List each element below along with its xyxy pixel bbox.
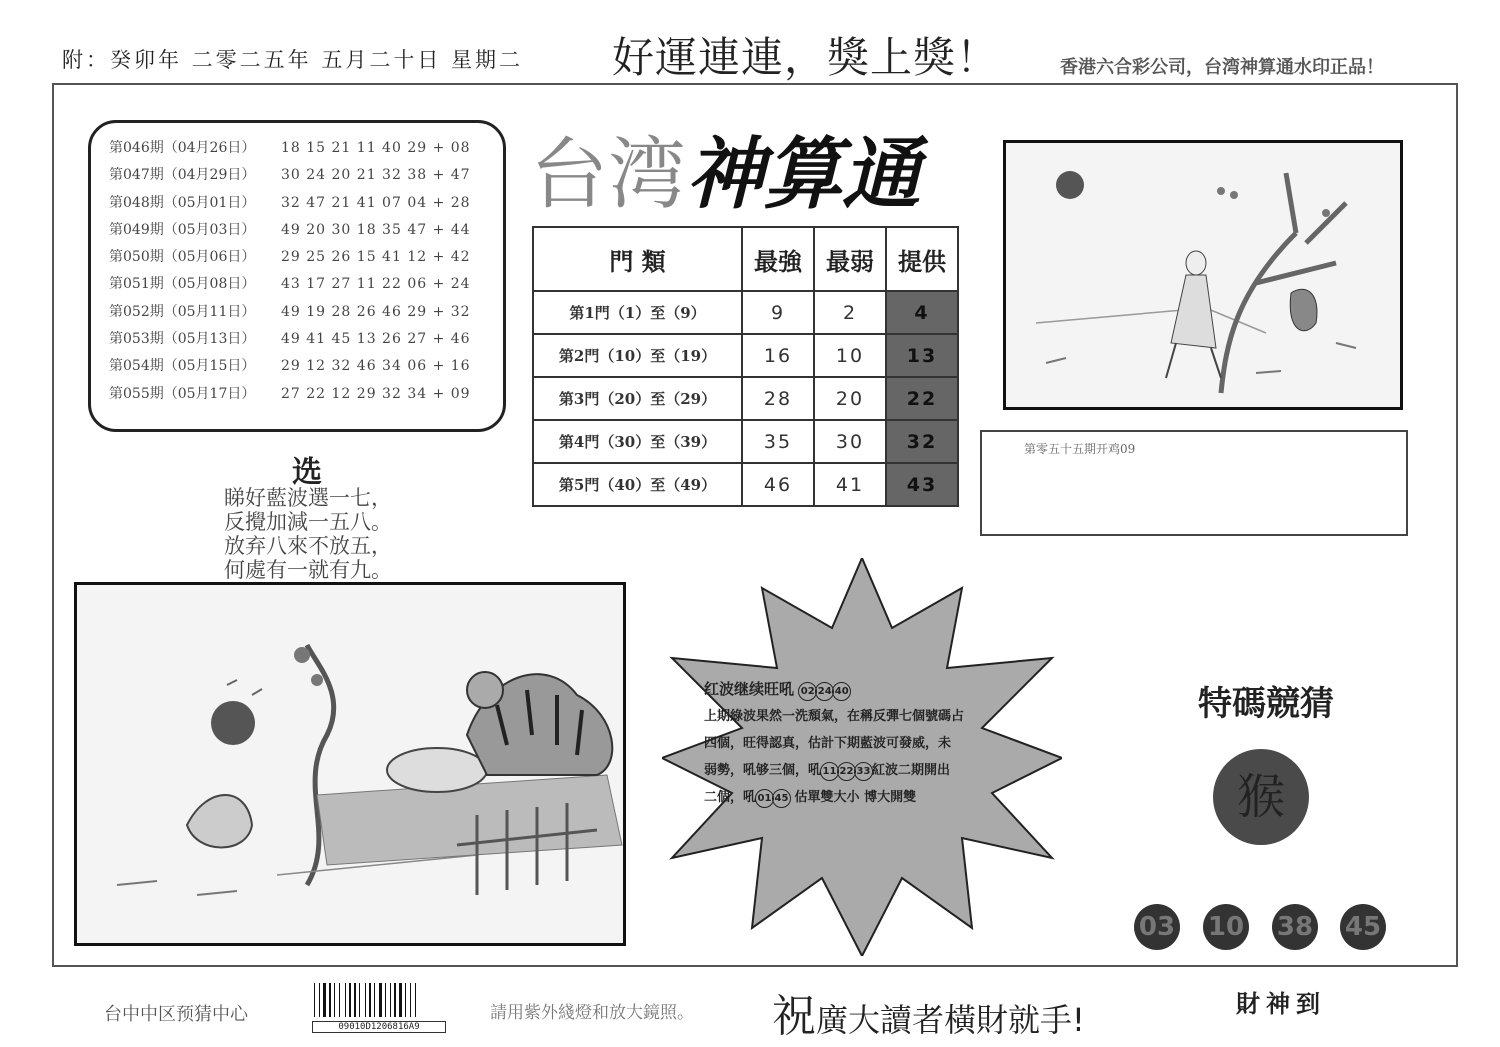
provide-cell: 4 bbox=[886, 291, 958, 334]
gate-cell: 第5門（40）至（49） bbox=[533, 463, 742, 506]
gate-cell: 第4門（30）至（39） bbox=[533, 420, 742, 463]
history-period: 第052期（05月11日） bbox=[109, 303, 256, 320]
barcode-bars bbox=[312, 983, 446, 1017]
page-title bbox=[530, 112, 920, 224]
gate-cell: 第3門（20）至（29） bbox=[533, 377, 742, 420]
barcode-bar bbox=[345, 983, 346, 1017]
barcode-bar bbox=[349, 983, 351, 1017]
strong-cell: 16 bbox=[742, 334, 814, 377]
barcode-bar bbox=[334, 983, 335, 1017]
poem bbox=[224, 486, 392, 582]
number-ball: 40 bbox=[832, 682, 851, 701]
barcode-bar bbox=[385, 983, 386, 1017]
history-row bbox=[109, 137, 503, 164]
strong-cell: 46 bbox=[742, 463, 814, 506]
history-numbers: 49 19 28 26 46 29 + 32 bbox=[281, 303, 471, 320]
number-ball: 45 bbox=[772, 789, 791, 808]
history-numbers: 49 41 45 13 26 27 + 46 bbox=[281, 331, 471, 348]
provide-cell: 43 bbox=[886, 463, 958, 506]
barcode-bar bbox=[339, 983, 340, 1017]
star-headline bbox=[704, 676, 1022, 703]
weak-cell: 20 bbox=[814, 377, 886, 420]
history-period: 第054期（05月15日） bbox=[109, 358, 256, 375]
weak-cell: 30 bbox=[814, 420, 886, 463]
barcode-bar bbox=[323, 983, 326, 1017]
history-numbers: 49 20 30 18 35 47 + 44 bbox=[281, 221, 471, 238]
history-row bbox=[109, 192, 503, 219]
history-period: 第047期（04月29日） bbox=[109, 167, 256, 184]
title-part-1: 台湾 bbox=[530, 130, 687, 220]
history-period: 第049期（05月03日） bbox=[109, 221, 256, 238]
number-ball: 02 bbox=[798, 682, 817, 701]
header-slogan: 好運連連，獎上獎！ bbox=[612, 33, 1000, 82]
guess-number-ball: 38 bbox=[1272, 904, 1318, 950]
provide-cell: 13 bbox=[886, 334, 958, 377]
poem-line: 放弃八來不放五， bbox=[224, 534, 392, 558]
star-line-text: 紅波二期開出 bbox=[872, 763, 951, 778]
gate-cell: 第1門（1）至（9） bbox=[533, 291, 742, 334]
history-row bbox=[109, 301, 503, 328]
barcode-bar bbox=[319, 983, 320, 1017]
special-guess-title: 特碼競猜 bbox=[1198, 684, 1334, 724]
number-ball: 33 bbox=[854, 762, 873, 781]
gate-cell: 第2門（10）至（19） bbox=[533, 334, 742, 377]
barcode-bar bbox=[374, 983, 375, 1017]
history-period: 第048期（05月01日） bbox=[109, 194, 256, 211]
number-ball: 24 bbox=[815, 682, 834, 701]
star-line: 四個，旺得認真，估計下期藍波可發威，未 bbox=[704, 736, 952, 751]
history-row bbox=[109, 219, 503, 246]
history-row bbox=[109, 164, 503, 191]
strong-cell: 28 bbox=[742, 377, 814, 420]
history-period: 第055期（05月17日） bbox=[109, 385, 256, 402]
history-row bbox=[109, 355, 503, 382]
barcode-bar bbox=[329, 983, 331, 1017]
gate-table bbox=[532, 226, 959, 507]
history-period: 第046期（04月26日） bbox=[109, 140, 256, 156]
history-numbers: 32 47 21 41 07 04 + 28 bbox=[281, 194, 471, 211]
number-ball: 22 bbox=[837, 762, 856, 781]
uv-instruction: 請用紫外綫燈和放大鏡照。 bbox=[490, 1003, 694, 1023]
barcode-bar bbox=[399, 983, 402, 1017]
number-ball: 11 bbox=[820, 762, 839, 781]
history-row bbox=[109, 383, 503, 410]
history-numbers: 43 17 27 11 22 06 + 24 bbox=[281, 276, 471, 293]
issue-date-line: 附：癸卯年 二零二五年 五月二十日 星期二 bbox=[62, 48, 524, 72]
history-numbers: 27 22 12 29 32 34 + 09 bbox=[281, 385, 471, 402]
strong-cell: 9 bbox=[742, 291, 814, 334]
col-header-provide: 提供 bbox=[886, 227, 958, 291]
star-line-text: 弱勢，吼够三個，吼 bbox=[704, 763, 822, 778]
scholar-illustration bbox=[1003, 140, 1403, 410]
table-row bbox=[533, 291, 958, 334]
wish-text: 廣大讀者橫財就手! bbox=[816, 1001, 1085, 1039]
wish-big-char: 祝 bbox=[772, 991, 816, 1042]
barcode-bar bbox=[379, 983, 382, 1017]
history-row bbox=[109, 246, 503, 273]
zodiac-ball: 猴 bbox=[1213, 749, 1309, 845]
number-ball: 01 bbox=[755, 789, 774, 808]
fortune-god-text: 財神到 bbox=[1236, 989, 1326, 1018]
provide-cell: 32 bbox=[886, 420, 958, 463]
barcode-bar bbox=[369, 983, 371, 1017]
col-header-strong: 最強 bbox=[742, 227, 814, 291]
star-line-text: 估單雙大小 博大開雙 bbox=[794, 790, 917, 805]
history-numbers: 29 25 26 15 41 12 + 42 bbox=[281, 249, 471, 266]
guess-number-ball: 03 bbox=[1134, 904, 1180, 950]
history-numbers: 18 15 21 11 40 29 + 08 bbox=[281, 140, 471, 156]
barcode-bar bbox=[314, 983, 315, 1017]
table-row bbox=[533, 377, 958, 420]
history-row bbox=[109, 328, 503, 355]
poem-line: 反攪加減一五八。 bbox=[224, 510, 392, 534]
star-headline-text: 红波继续旺吼 bbox=[704, 680, 795, 698]
barcode-bar bbox=[410, 983, 411, 1017]
history-box bbox=[88, 120, 506, 432]
provide-cell: 22 bbox=[886, 377, 958, 420]
barcode-bar bbox=[405, 983, 406, 1017]
barcode-bar bbox=[415, 983, 416, 1017]
guess-number-ball: 45 bbox=[1340, 904, 1386, 950]
period-note: 第零五十五期开鸡09 bbox=[980, 430, 1408, 536]
star-line: 上期綠波果然一洗頹氣，在稱反彈七個號碼占 bbox=[704, 709, 965, 724]
poem-line: 睇好藍波選一七， bbox=[224, 486, 392, 510]
col-header-gate: 門 類 bbox=[533, 227, 742, 291]
weak-cell: 10 bbox=[814, 334, 886, 377]
barcode-number: 09010D1206816A9 bbox=[312, 1021, 446, 1033]
table-row bbox=[533, 420, 958, 463]
poem-title: 选 bbox=[292, 455, 322, 490]
barcode-bar bbox=[365, 983, 366, 1017]
barcode-bar bbox=[390, 983, 391, 1017]
history-period: 第053期（05月13日） bbox=[109, 331, 256, 348]
wish-line bbox=[772, 980, 1085, 1044]
star-line bbox=[704, 784, 1022, 811]
history-period: 第051期（05月08日） bbox=[109, 276, 256, 293]
star-line bbox=[704, 757, 1022, 784]
poem-line: 何處有一就有九。 bbox=[224, 558, 392, 582]
history-period: 第050期（05月06日） bbox=[109, 249, 256, 266]
title-part-2: 神算通 bbox=[686, 129, 921, 220]
barcode-bar bbox=[354, 983, 356, 1017]
guess-number-ball: 10 bbox=[1203, 904, 1249, 950]
strong-cell: 35 bbox=[742, 420, 814, 463]
table-row bbox=[533, 463, 958, 506]
history-row bbox=[109, 273, 503, 300]
watermark-note: 香港六合彩公司，台湾神算通水印正品！ bbox=[1060, 57, 1384, 78]
col-header-weak: 最弱 bbox=[814, 227, 886, 291]
barcode-bar bbox=[394, 983, 396, 1017]
tiger-illustration bbox=[74, 582, 626, 946]
table-row bbox=[533, 334, 958, 377]
history-numbers: 29 12 32 46 34 06 + 16 bbox=[281, 358, 471, 375]
star-analysis bbox=[704, 676, 1022, 811]
barcode-bar bbox=[359, 983, 360, 1017]
weak-cell: 2 bbox=[814, 291, 886, 334]
barcode bbox=[312, 983, 446, 1032]
weak-cell: 41 bbox=[814, 463, 886, 506]
footer-center-name: 台中中区预猜中心 bbox=[104, 1004, 248, 1025]
star-line-text: 二個，吼 bbox=[704, 790, 757, 805]
history-numbers: 30 24 20 21 32 38 + 47 bbox=[281, 167, 471, 184]
